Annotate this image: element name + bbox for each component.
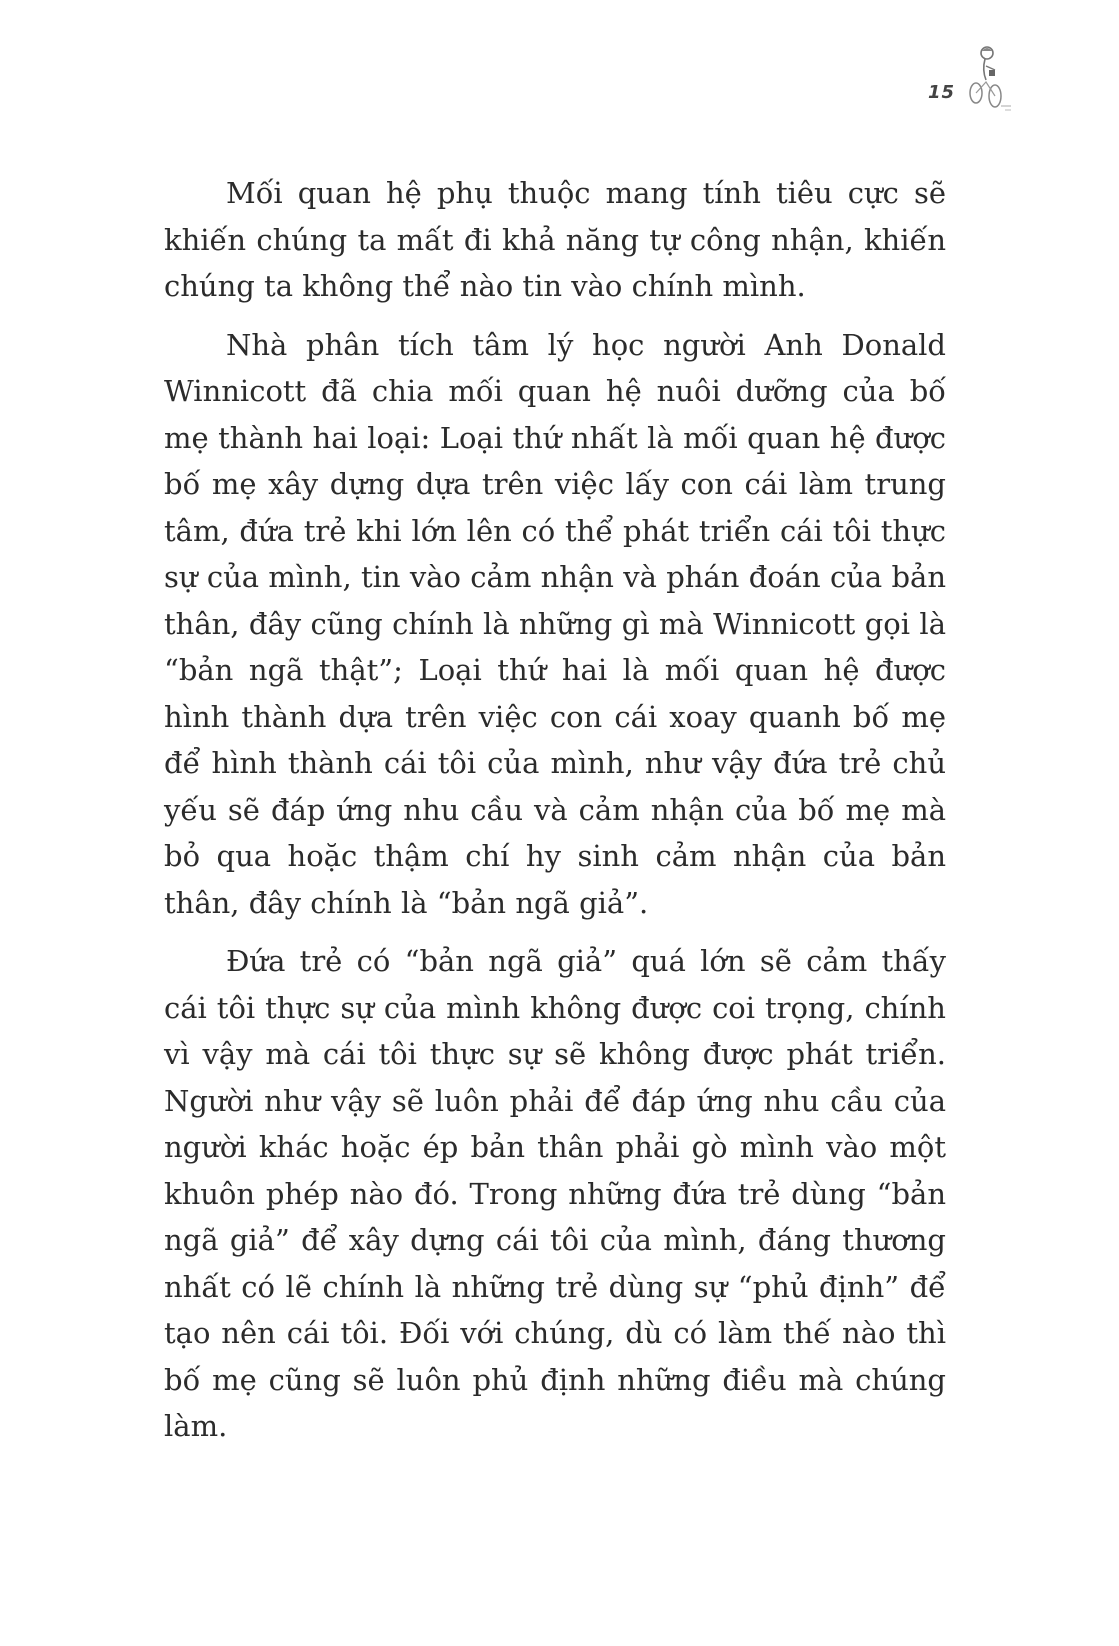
paragraph: Mối quan hệ phụ thuộc mang tính tiêu cực sẽ khiến chúng ta mất đi khả năng tự công nhận, khiến chúng ta không thể nào tin vào chính mình. — [164, 176, 946, 303]
paragraph: Đứa trẻ có “bản ngã giả” quá lớn sẽ cảm thấy cái tôi thực sự của mình không được coi trọng, chính vì vậy mà cái tôi thực sự sẽ không được phát triển. Người như vậy sẽ luôn phải để đáp ứng nhu cầu của người khác hoặc ép bản thân phải gò mình vào một khuôn phép nào đó. Trong những đứa trẻ dùng “bản ngã giả” để xây dựng cái tôi của mình, đáng thương nhất có lẽ chính là những trẻ dùng sự “phủ định” để tạo nên cái tôi. Đối với chúng, dù có làm thế nào thì bố mẹ cũng sẽ luôn phủ định những điều mà chúng làm. — [164, 944, 946, 1443]
paragraph: Nhà phân tích tâm lý học người Anh Donald Winnicott đã chia mối quan hệ nuôi dưỡng của bố mẹ thành hai loại: Loại thứ nhất là mối quan hệ được bố mẹ xây dựng dựa trên việc lấy con cái làm trung tâm, đứa trẻ khi lớn lên có thể phát triển cái tôi thực sự của mình, tin vào cảm nhận và phán đoán của bản thân, đây cũng chính là những gì mà Winnicott gọi là “bản ngã thật”; Loại thứ hai là mối quan hệ được hình thành dựa trên việc con cái xoay quanh bố mẹ để hình thành cái tôi của mình, như vậy đứa trẻ chủ yếu sẽ đáp ứng nhu cầu và cảm nhận của bố mẹ mà bỏ qua hoặc thậm chí hy sinh cảm nhận của bản thân, đây chính là “bản ngã giả”. — [164, 327, 946, 920]
body-text — [164, 170, 946, 1462]
child-on-bicycle-sketch-icon — [955, 40, 1015, 120]
page-number: 15 — [928, 82, 956, 103]
